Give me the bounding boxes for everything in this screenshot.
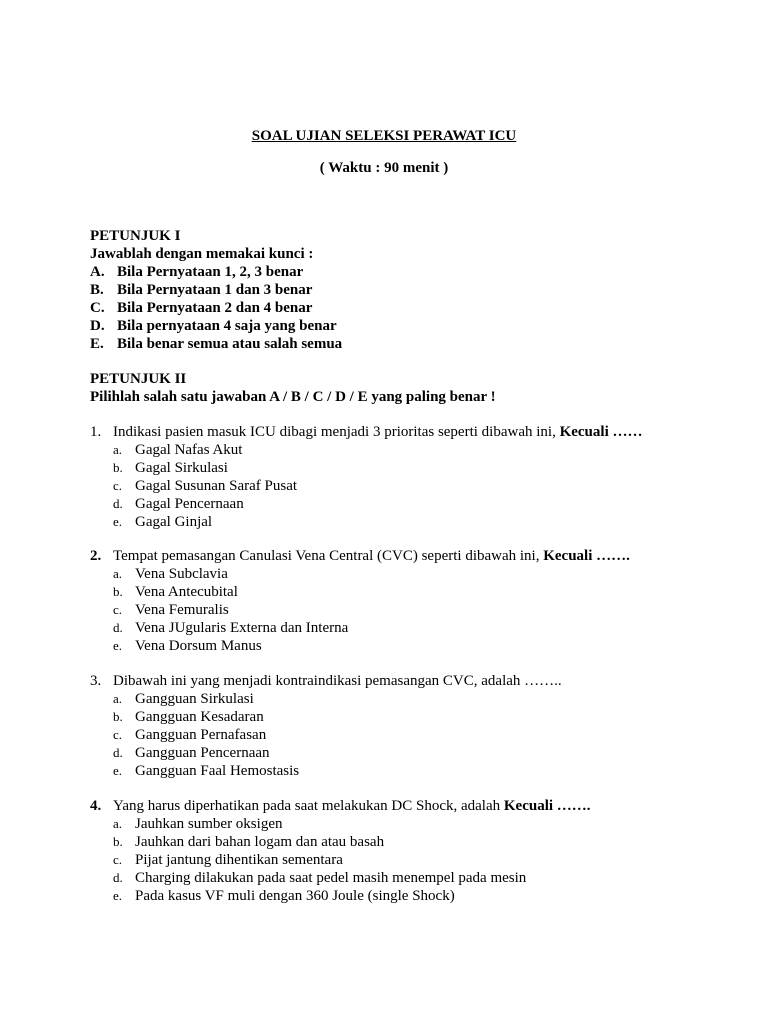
option-row <box>113 745 562 763</box>
option-letter: b. <box>113 834 123 849</box>
answer-key-letter: D. <box>90 318 105 334</box>
option-text: Gagal Sirkulasi <box>135 460 228 476</box>
option-text: Gangguan Pencernaan <box>135 745 270 761</box>
question-number: 2. <box>90 548 102 564</box>
question-number: 1. <box>90 424 102 440</box>
question-text: Indikasi pasien masuk ICU dibagi menjadi 3 prioritas seperti dibawah ini, <box>113 424 556 440</box>
option-row <box>113 638 630 656</box>
option-letter: c. <box>113 852 123 867</box>
answer-key-text: Bila pernyataan 4 saja yang benar <box>117 318 337 334</box>
option-letter: d. <box>113 496 123 511</box>
option-row <box>113 691 562 709</box>
question-stem <box>90 424 643 442</box>
answer-key-letter: E. <box>90 336 104 352</box>
option-letter: d. <box>113 745 123 760</box>
option-row <box>113 602 630 620</box>
answer-key-text: Bila Pernyataan 2 dan 4 benar <box>117 300 313 316</box>
option-text: Gangguan Kesadaran <box>135 709 264 725</box>
option-row <box>113 727 562 745</box>
answer-key-letter: C. <box>90 300 105 316</box>
option-text: Vena Dorsum Manus <box>135 638 262 654</box>
option-letter: c. <box>113 727 123 742</box>
answer-key-letter: A. <box>90 264 105 280</box>
answer-key-text: Bila Pernyataan 1 dan 3 benar <box>117 282 313 298</box>
option-row <box>113 566 630 584</box>
option-text: Gagal Nafas Akut <box>135 442 243 458</box>
option-row <box>113 709 562 727</box>
option-row <box>113 620 630 638</box>
question-options <box>113 691 562 781</box>
time-limit: ( Waktu : 90 menit ) <box>319 160 449 176</box>
option-letter: e. <box>113 638 123 653</box>
option-letter: e. <box>113 514 123 529</box>
option-letter: b. <box>113 584 123 599</box>
option-letter: b. <box>113 709 123 724</box>
option-text: Jauhkan sumber oksigen <box>135 816 283 832</box>
option-text: Charging dilakukan pada saat pedel masih menempel pada mesin <box>135 870 527 886</box>
petunjuk-2-section <box>90 370 496 406</box>
question-1 <box>90 424 643 532</box>
option-text: Gangguan Pernafasan <box>135 727 267 743</box>
option-text: Jauhkan dari bahan logam dan atau basah <box>135 834 385 850</box>
petunjuk-1-instruction: Jawablah dengan memakai kunci : <box>90 246 314 262</box>
option-letter: b. <box>113 460 123 475</box>
answer-key-row <box>90 335 342 353</box>
question-text: Dibawah ini yang menjadi kontraindikasi pemasangan CVC, adalah …….. <box>113 673 562 689</box>
option-letter: c. <box>113 478 123 493</box>
option-row <box>113 852 591 870</box>
option-text: Gangguan Sirkulasi <box>135 691 254 707</box>
option-text: Vena JUgularis Externa dan Interna <box>135 620 349 636</box>
question-stem <box>90 798 591 816</box>
answer-key-row <box>90 317 342 335</box>
option-text: Gagal Susunan Saraf Pusat <box>135 478 298 494</box>
question-number: 3. <box>90 673 102 689</box>
petunjuk-2-instruction: Pilihlah salah satu jawaban A / B / C / D / E yang paling benar ! <box>90 389 496 405</box>
petunjuk-1-heading: PETUNJUK I <box>90 228 181 244</box>
option-row <box>113 816 591 834</box>
question-3 <box>90 673 562 781</box>
question-options <box>113 442 643 532</box>
option-row <box>113 888 591 906</box>
petunjuk-1-section <box>90 227 342 353</box>
answer-key-row <box>90 299 342 317</box>
question-4 <box>90 798 591 906</box>
question-2 <box>90 548 630 656</box>
option-row <box>113 514 643 532</box>
question-exception: Kecuali ……. <box>543 548 630 564</box>
option-row <box>113 460 643 478</box>
option-row <box>113 870 591 888</box>
question-stem <box>90 673 562 691</box>
option-text: Vena Antecubital <box>135 584 238 600</box>
option-letter: e. <box>113 888 123 903</box>
option-letter: a. <box>113 691 123 706</box>
option-letter: d. <box>113 620 123 635</box>
option-letter: e. <box>113 763 123 778</box>
answer-key-letter: B. <box>90 282 104 298</box>
option-row <box>113 442 643 460</box>
option-text: Pada kasus VF muli dengan 360 Joule (single Shock) <box>135 888 455 904</box>
option-row <box>113 478 643 496</box>
question-number: 4. <box>90 798 102 814</box>
option-text: Gagal Pencernaan <box>135 496 244 512</box>
option-row <box>113 584 630 602</box>
option-text: Gagal Ginjal <box>135 514 213 530</box>
option-letter: a. <box>113 566 123 581</box>
option-text: Vena Femuralis <box>135 602 229 618</box>
petunjuk-2-heading: PETUNJUK II <box>90 371 187 387</box>
question-stem <box>90 548 630 566</box>
option-letter: c. <box>113 602 123 617</box>
document-title: SOAL UJIAN SELEKSI PERAWAT ICU <box>251 128 517 144</box>
answer-key-row <box>90 263 342 281</box>
option-text: Vena Subclavia <box>135 566 228 582</box>
question-options <box>113 816 591 906</box>
option-text: Gangguan Faal Hemostasis <box>135 763 300 779</box>
option-letter: d. <box>113 870 123 885</box>
option-letter: a. <box>113 442 123 457</box>
option-row <box>113 496 643 514</box>
question-options <box>113 566 630 656</box>
answer-key-text: Bila benar semua atau salah semua <box>117 336 343 352</box>
question-text: Yang harus diperhatikan pada saat melakukan DC Shock, adalah <box>113 798 501 814</box>
option-text: Pijat jantung dihentikan sementara <box>135 852 343 868</box>
option-row <box>113 763 562 781</box>
answer-key-text: Bila Pernyataan 1, 2, 3 benar <box>117 264 304 280</box>
question-exception: Kecuali ……. <box>503 798 591 814</box>
question-exception: Kecuali …… <box>559 424 643 440</box>
option-letter: a. <box>113 816 123 831</box>
answer-key-row <box>90 281 342 299</box>
question-text: Tempat pemasangan Canulasi Vena Central (CVC) seperti dibawah ini, <box>113 548 540 564</box>
option-row <box>113 834 591 852</box>
